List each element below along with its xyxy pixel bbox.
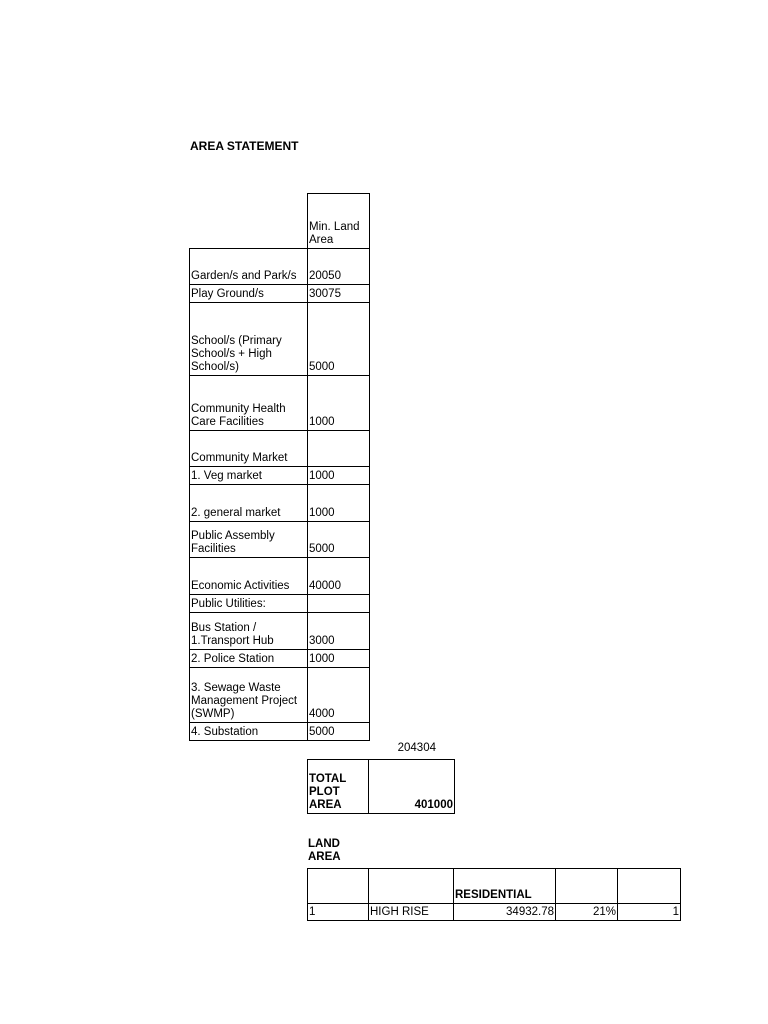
page-title: AREA STATEMENT (190, 139, 299, 153)
row-label: Public Assembly Facilities (190, 522, 308, 558)
table-header-row (308, 869, 681, 904)
row-label: Community Health Care Facilities (190, 376, 308, 431)
land-area-table (307, 868, 681, 921)
header-cell (308, 869, 369, 904)
row-label: Bus Station / 1.Transport Hub (190, 613, 308, 650)
table-row (190, 303, 370, 376)
table-row (190, 595, 370, 613)
table-row (190, 723, 370, 741)
row-label: Economic Activities (190, 558, 308, 595)
row-value (308, 431, 370, 467)
row-percent: 21% (556, 904, 618, 921)
row-area: 34932.78 (454, 904, 556, 921)
row-label: Garden/s and Park/s (190, 249, 308, 285)
table-row (190, 650, 370, 668)
row-value: 1000 (308, 650, 370, 668)
row-label: School/s (Primary School/s + High School/s) (190, 303, 308, 376)
min-area-sum: 204304 (397, 742, 436, 754)
row-label: 3. Sewage Waste Management Project (SWMP) (190, 668, 308, 723)
column-header-min-land-area: Min. Land Area (308, 194, 370, 249)
row-label: Public Utilities: (190, 595, 308, 613)
row-value: 30075 (308, 285, 370, 303)
row-value: 1000 (308, 376, 370, 431)
total-plot-area-label: TOTAL PLOT AREA (308, 760, 369, 814)
row-label: 2. Police Station (190, 650, 308, 668)
total-plot-area-value: 401000 (369, 760, 455, 814)
header-cell (618, 869, 681, 904)
total-plot-area-table (307, 759, 455, 814)
row-count: 1 (618, 904, 681, 921)
empty-cell (190, 194, 308, 249)
header-cell (369, 869, 454, 904)
table-row (190, 249, 370, 285)
table-header-row (190, 194, 370, 249)
table-row (190, 431, 370, 467)
table-row (190, 467, 370, 485)
row-label: 4. Substation (190, 723, 308, 741)
table-row (308, 904, 681, 921)
header-cell (556, 869, 618, 904)
row-label: 2. general market (190, 485, 308, 522)
row-label: 1. Veg market (190, 467, 308, 485)
row-value: 3000 (308, 613, 370, 650)
row-label: Community Market (190, 431, 308, 467)
row-value: 5000 (308, 522, 370, 558)
row-value (308, 595, 370, 613)
row-value: 4000 (308, 668, 370, 723)
row-type: HIGH RISE (369, 904, 454, 921)
table-row (190, 376, 370, 431)
header-residential: RESIDENTIAL (454, 869, 556, 904)
table-row (190, 613, 370, 650)
row-value: 1000 (308, 485, 370, 522)
row-number: 1 (308, 904, 369, 921)
row-value: 1000 (308, 467, 370, 485)
row-value: 5000 (308, 303, 370, 376)
table-row (190, 485, 370, 522)
row-value: 20050 (308, 249, 370, 285)
table-row (190, 285, 370, 303)
row-label: Play Ground/s (190, 285, 308, 303)
land-area-label: LAND AREA (308, 838, 341, 863)
table-row (190, 522, 370, 558)
table-row (190, 668, 370, 723)
row-value: 5000 (308, 723, 370, 741)
min-land-area-table (189, 193, 370, 741)
table-row (190, 558, 370, 595)
row-value: 40000 (308, 558, 370, 595)
